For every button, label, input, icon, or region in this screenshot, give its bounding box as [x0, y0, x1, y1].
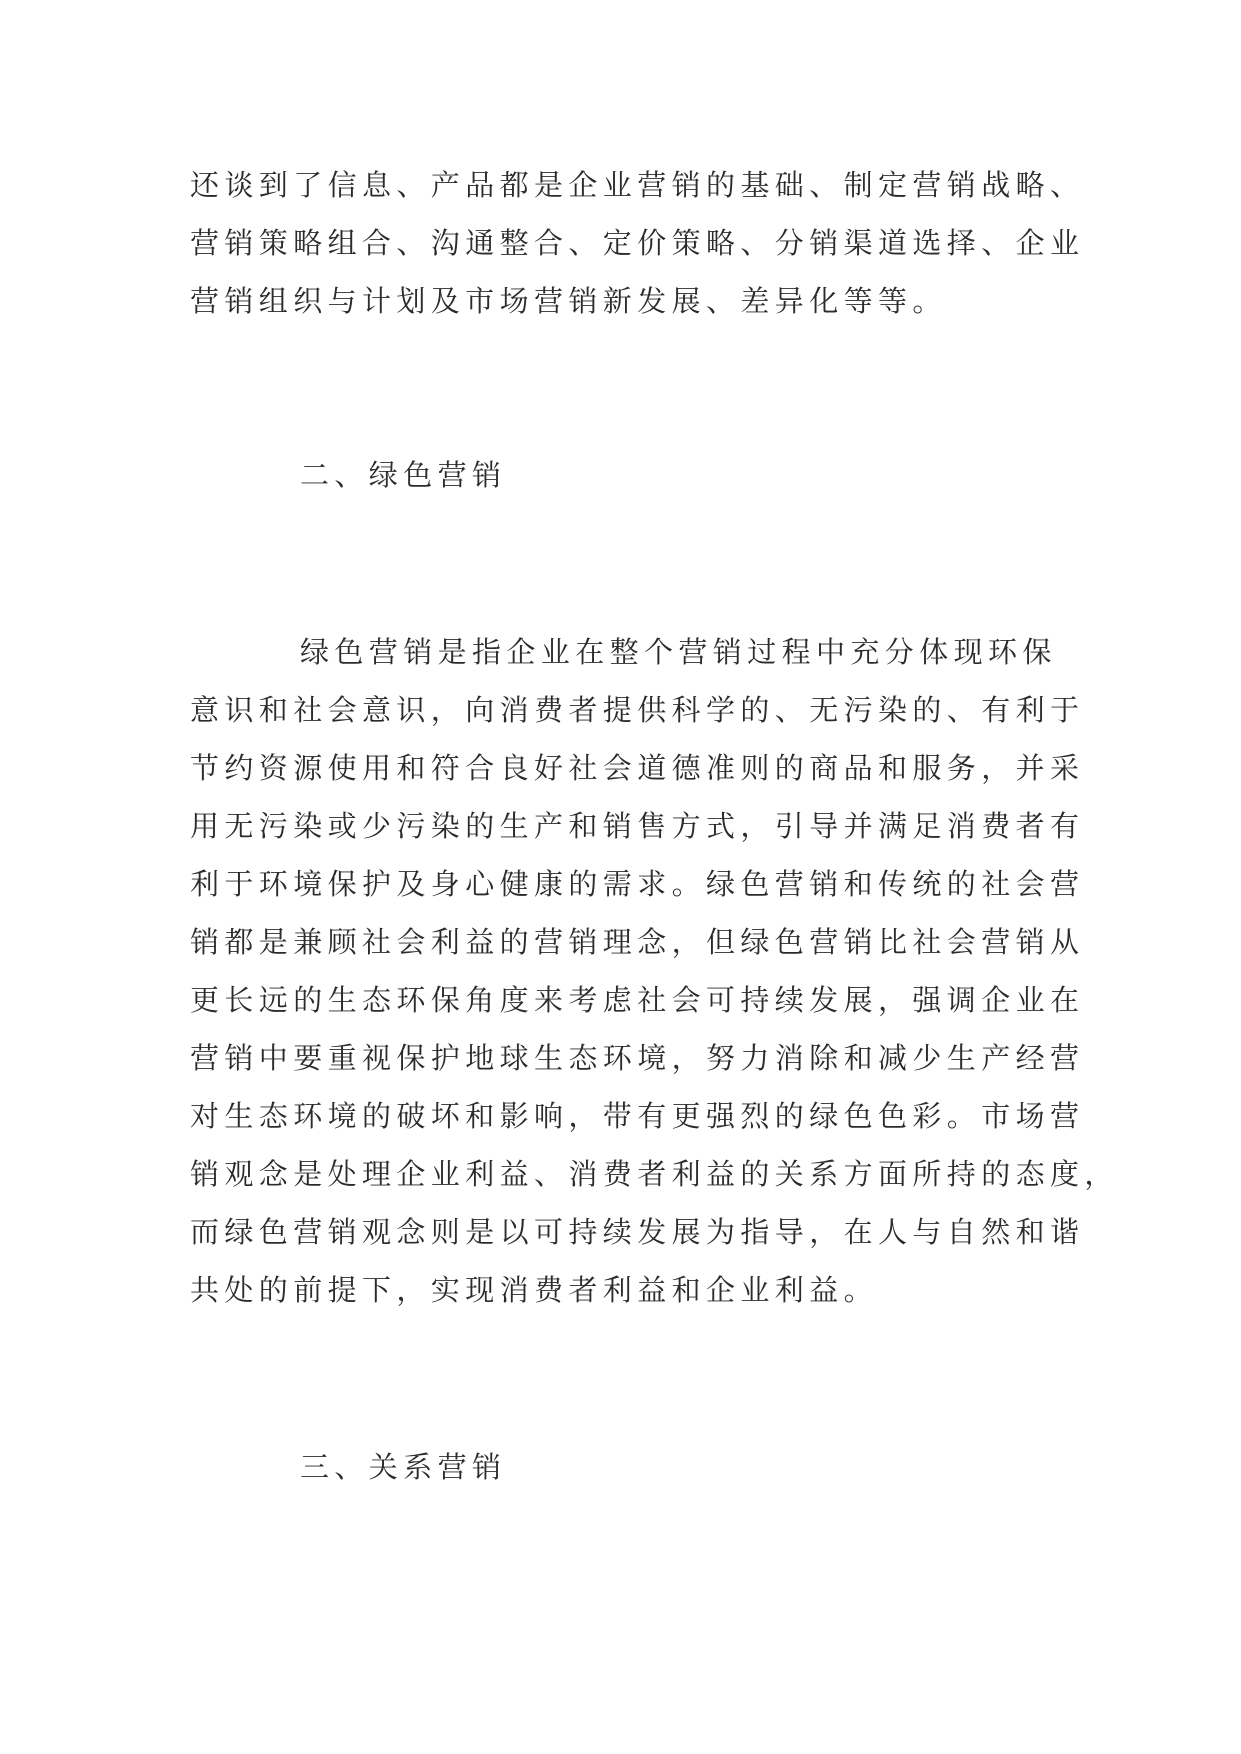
section-3-heading: 三、关系营销 — [300, 1450, 507, 1484]
paragraph-2-line-5: 利于环境保护及身心健康的需求。绿色营销和传统的社会营 — [190, 867, 1085, 901]
paragraph-2-line-12: 共处的前提下，实现消费者利益和企业利益。 — [190, 1273, 879, 1307]
paragraph-1-line-1: 还谈到了信息、产品都是企业营销的基础、制定营销战略、 — [190, 168, 1085, 202]
paragraph-2-line-7: 更长远的生态环保角度来考虑社会可持续发展，强调企业在 — [190, 983, 1085, 1017]
paragraph-2-line-2: 意识和社会意识，向消费者提供科学的、无污染的、有利于 — [190, 693, 1085, 727]
paragraph-2-line-9: 对生态环境的破坏和影响，带有更强烈的绿色色彩。市场营 — [190, 1099, 1085, 1133]
paragraph-2-line-8: 营销中要重视保护地球生态环境，努力消除和减少生产经营 — [190, 1041, 1085, 1075]
section-2-heading: 二、绿色营销 — [300, 458, 507, 492]
paragraph-2-line-10: 销观念是处理企业利益、消费者利益的关系方面所持的态度， — [190, 1157, 1119, 1191]
paragraph-2-line-3: 节约资源使用和符合良好社会道德准则的商品和服务，并采 — [190, 751, 1085, 785]
paragraph-2-line-1: 绿色营销是指企业在整个营销过程中充分体现环保 — [300, 635, 1057, 669]
paragraph-2-line-6: 销都是兼顾社会利益的营销理念，但绿色营销比社会营销从 — [190, 925, 1085, 959]
paragraph-2-line-11: 而绿色营销观念则是以可持续发展为指导，在人与自然和谐 — [190, 1215, 1085, 1249]
paragraph-2-line-4: 用无污染或少污染的生产和销售方式，引导并满足消费者有 — [190, 809, 1085, 843]
paragraph-1-line-3: 营销组织与计划及市场营销新发展、差异化等等。 — [190, 284, 947, 318]
paragraph-1-line-2: 营销策略组合、沟通整合、定价策略、分销渠道选择、企业 — [190, 226, 1085, 260]
